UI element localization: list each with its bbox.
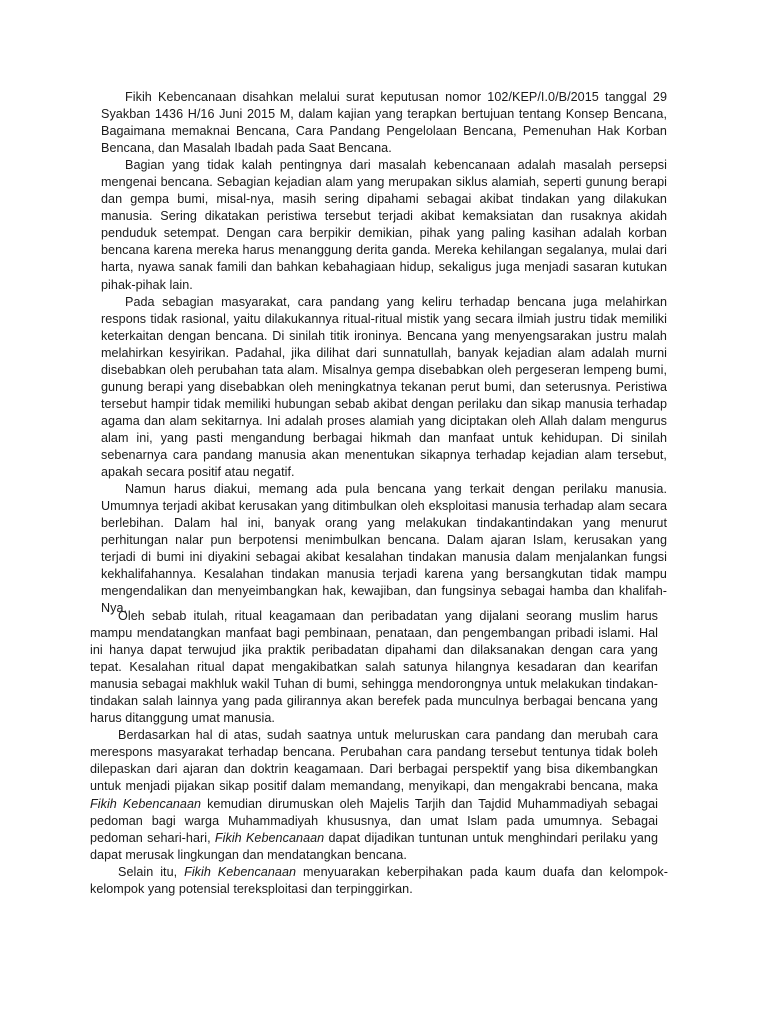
paragraph-3: Pada sebagian masyarakat, cara pandang yang keliru terhadap bencana juga melahirkan respons tidak rasional, yaitu dilakukannya ritual-ritual mistik yang secara ilmiah justru tidak memiliki keterkaitan dengan bencana. Di sinilah titik ironinya. Bencana yang menyengsarakan justru malah melahirkan kesyirikan. Padahal, jika dilihat dari sunnatullah, banyak kejadian alam adalah murni disebabkan oleh perubahan tata alam. Misalnya gempa disebabkan oleh pergeseran lempeng bumi, gunung berapi yang disebabkan oleh meningkatnya tekanan perut bumi, dan seterusnya. Peristiwa tersebut hampir tidak memiliki hubungan sebab akibat dengan perilaku dan sikap manusia terhadap agama dan alam sekitarnya. Ini adalah proses alamiah yang diciptakan oleh Allah dalam mengurus alam ini, yang pasti mengandung berbagai hikmah dan manfaat untuk kehidupan. Di sinilah sebenarnya cara pandang manusia akan menentukan sikapnya terhadap kejadian alam tersebut, apakah secara positif atau negatif. (101, 294, 667, 480)
document-body-upper (101, 89, 667, 617)
paragraph-2: Bagian yang tidak kalah pentingnya dari masalah kebencanaan adalah masalah persepsi mengenai bencana. Sebagian kejadian alam yang merupakan siklus alamiah, seperti gunung berapi dan gempa bumi, misal-nya, masih sering dipahami sebagai akibat tindakan yang dilakukan manusia. Sering dikatakan peristiwa tersebut terjadi akibat kemaksiatan dan rusaknya akidah penduduk setempat. Dengan cara berpikir demikian, pihak yang paling kasihan adalah korban bencana karena mereka harus menanggung derita ganda. Mereka kehilangan segalanya, mulai dari harta, nyawa sanak famili dan bahkan kebahagiaan hidup, sekaligus juga menjadi sasaran kutukan pihak-pihak lain. (101, 158, 667, 292)
paragraph-7 (90, 864, 668, 898)
paragraph-6-italic-title-2: Fikih Kebencanaan (214, 830, 325, 845)
paragraph-6-text-2: kemudian dirumuskan oleh Majelis Tarjih dan Tajdid Muhammadiyah sebagai pedoman bagi warga Muhammadiyah khususnya, dan umat Islam pada umumnya. Sebagai pedoman sehari-hari, (90, 796, 659, 845)
paragraph-1: Fikih Kebencanaan disahkan melalui surat keputusan nomor 102/KEP/I.0/B/2015 tanggal 29 Syakban 1436 H/16 Juni 2015 M, dalam kajian yang terapkan bertujuan tentang Konsep Bencana, Bagaimana memaknai Bencana, Cara Pandang Pengelolaan Bencana, Pemenuhan Hak Korban Bencana, dan Masalah Ibadah pada Saat Bencana. (101, 90, 667, 156)
paragraph-5: Oleh sebab itulah, ritual keagamaan dan peribadatan yang dijalani seorang muslim harus mampu mendatangkan manfaat bagi pembinaan, penataan, dan pengembangan pribadi islami. Hal ini hanya dapat terwujud jika praktik peribadatan dipahami dan dilaksanakan dengan cara yang tepat. Kesalahan ritual dapat mengakibatkan salah satunya hilangnya kesadaran dan kearifan manusia sebagai makhluk wakil Tuhan di bumi, sehingga mendorongnya untuk melakukan tindakan-tindakan salah lainnya yang pada gilirannya akan berefek pada munculnya berbagai bencana yang harus ditanggung umat manusia. (90, 609, 658, 726)
paragraph-6 (90, 727, 658, 863)
paragraph-7-text-1: Selain itu, (118, 864, 185, 879)
paragraph-7-italic-title: Fikih Kebencanaan (184, 864, 297, 879)
document-body-lower (90, 608, 669, 898)
paragraph-4: Namun harus diakui, memang ada pula bencana yang terkait dengan perilaku manusia. Umumnya terjadi akibat kerusakan yang ditimbulkan oleh eksploitasi manusia terhadap alam secara berlebihan. Dalam hal ini, banyak orang yang melakukan tindakantindakan yang menurut perhitungan nalar pun berpotensi menimbulkan bencana. Dalam ajaran Islam, kerusakan yang terjadi di bumi ini diyakini sebagai akibat kesalahan tindakan manusia dalam menjalankan fungsi kekhalifahannya. Kesalahan tindakan manusia terjadi karena yang bersangkutan tidak mampu mengendalikan dan menyeimbangkan hak, kewajiban, dan fungsinya sebagai hamba dan khalifah-Nya. (101, 482, 667, 616)
paragraph-6-text-1: Berdasarkan hal di atas, sudah saatnya untuk meluruskan cara pandang dan merubah cara merespons masyarakat terhadap bencana. Perubahan cara pandang tersebut tentunya tidak boleh dilepaskan dari ajaran dan doktrin keagamaan. Dari berbagai perspektif yang bisa dikembangkan untuk menjadi pijakan sikap positif dalam memandang, menyikapi, dan mengakrabi bencana, maka (90, 728, 658, 794)
paragraph-6-italic-title-1: Fikih Kebencanaan (90, 796, 202, 811)
paragraph-7-text-2: menyuarakan keberpihakan pada kaum duafa dan kelompok-kelompok yang potensial tereksploitasi dan terpinggirkan. (90, 864, 669, 896)
paragraph-6-text-3: dapat dijadikan tuntunan untuk menghindari perilaku yang dapat merusak lingkungan dan mendatangkan bencana. (90, 830, 659, 862)
